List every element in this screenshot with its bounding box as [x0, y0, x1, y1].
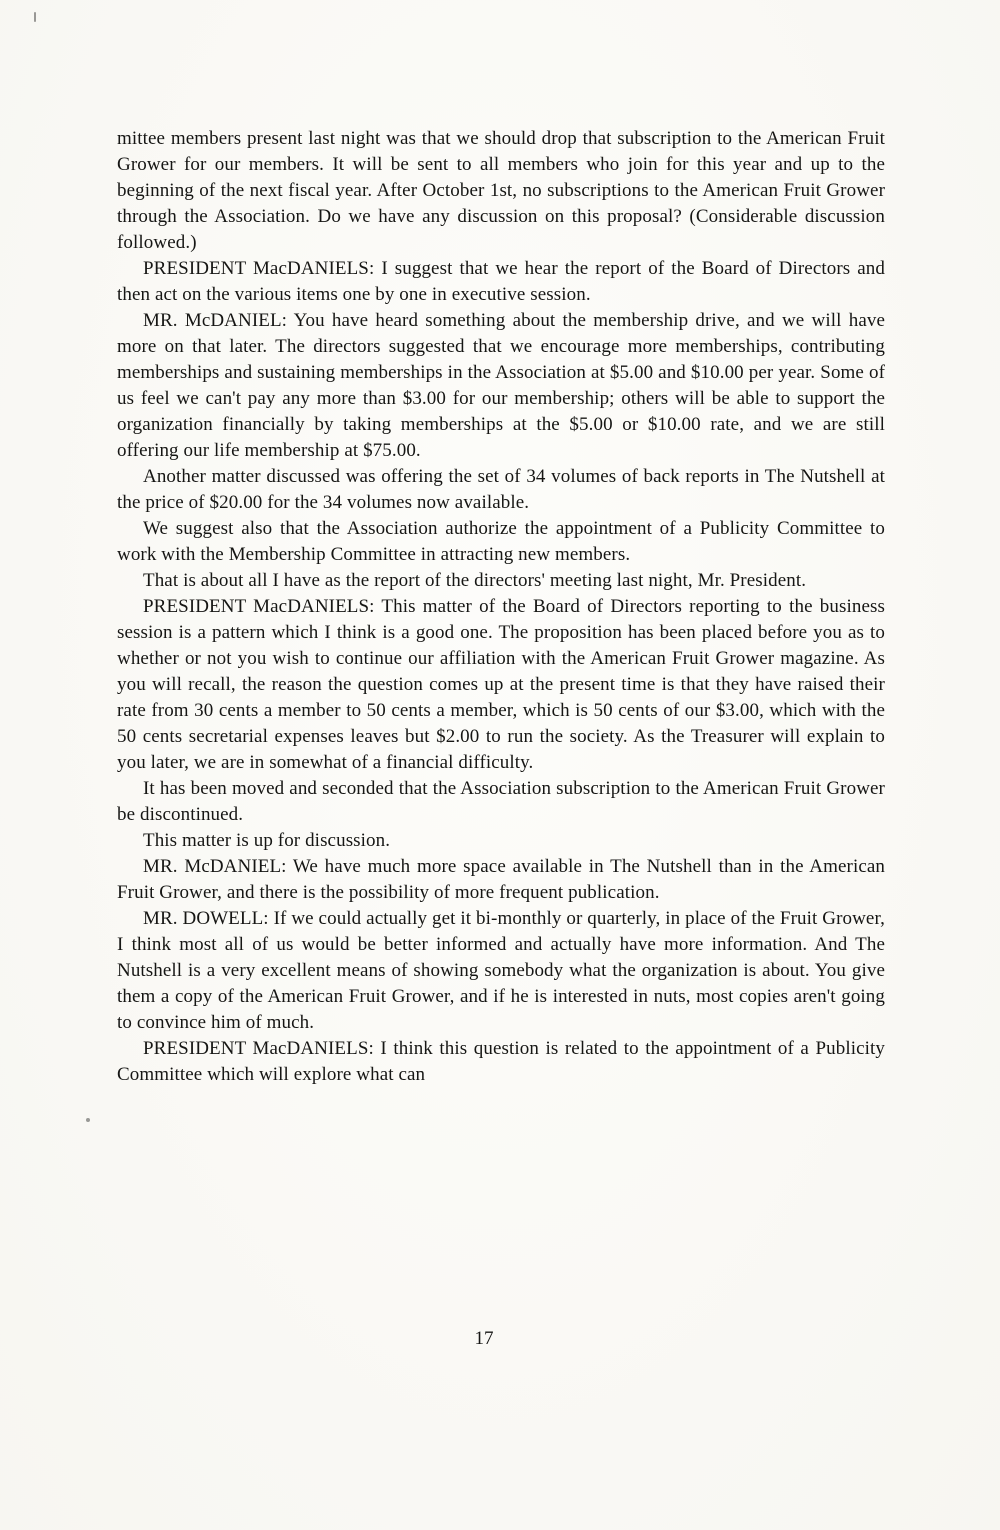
paragraph-mr-mcdaniel-2: MR. McDANIEL: We have much more space available in The Nutshell than in the American Fruit Grower, and there is the possibility of more frequent publication.: [117, 856, 885, 903]
scan-artifact: [86, 1118, 90, 1122]
paragraph-back-reports: Another matter discussed was offering the set of 34 volumes of back reports in The Nutshell at the price of $20.00 for the 34 volumes now available.: [117, 466, 885, 513]
paragraph-mr-dowell: MR. DOWELL: If we could actually get it bi-monthly or quarterly, in place of the Fruit Grower, I think most all of us would be better informed and actually have more information. And The Nutshell is a very excellent means of showing somebody what the organization is about. You give them a copy of the American Fruit Grower, and if he is interested in nuts, most copies aren't going to convince him of much.: [117, 908, 885, 1033]
paragraph-mr-mcdaniel-1: MR. McDANIEL: You have heard something about the membership drive, and we will have more on that later. The directors suggested that we encourage more memberships, contributing memberships and sustaining memberships in the Association at $5.00 and $10.00 per year. Some of us feel we can't pay any more than $3.00 for our membership; others will be able to support the organization financially by taking memberships at the $5.00 or $10.00 rate, and we are still offering our life membership at $75.00.: [117, 310, 885, 461]
paragraph-continuation: mittee members present last night was that we should drop that subscription to the American Fruit Grower for our members. It will be sent to all members who join for this year and up to the beginning of the next fiscal year. After October 1st, no subscriptions to the American Fruit Grower through the Association. Do we have any discussion on this proposal? (Considerable discussion followed.): [117, 128, 885, 253]
paragraph-publicity-committee: We suggest also that the Association authorize the appointment of a Publicity Committee to work with the Membership Committee in attracting new members.: [117, 518, 885, 565]
paragraph-motion: It has been moved and seconded that the Association subscription to the American Fruit Grower be discontinued.: [117, 778, 885, 825]
paragraph-president-macdaniels-3: PRESIDENT MacDANIELS: I think this question is related to the appointment of a Publicity Committee which will explore what can: [117, 1038, 885, 1085]
paragraph-president-macdaniels-1: PRESIDENT MacDANIELS: I suggest that we hear the report of the Board of Directors and then act on the various items one by one in executive session.: [117, 258, 885, 305]
paragraph-president-macdaniels-2: PRESIDENT MacDANIELS: This matter of the Board of Directors reporting to the business session is a pattern which I think is a good one. The proposition has been placed before you as to whether or not you wish to continue our affiliation with the American Fruit Grower magazine. As you will recall, the reason the question comes up at the present time is that they have raised their rate from 30 cents a member to 50 cents a member, which is 50 cents of our $3.00, which with the 50 cents secretarial expenses leaves but $2.00 to run the society. As the Treasurer will explain to you later, we are in somewhat of a financial difficulty.: [117, 596, 885, 773]
page-number: 17: [474, 1328, 494, 1349]
scan-artifact: [34, 12, 36, 22]
paragraph-report-close: That is about all I have as the report of the directors' meeting last night, Mr. President.: [143, 570, 807, 591]
paragraph-discussion-open: This matter is up for discussion.: [143, 830, 391, 851]
page-body: [117, 126, 885, 1088]
